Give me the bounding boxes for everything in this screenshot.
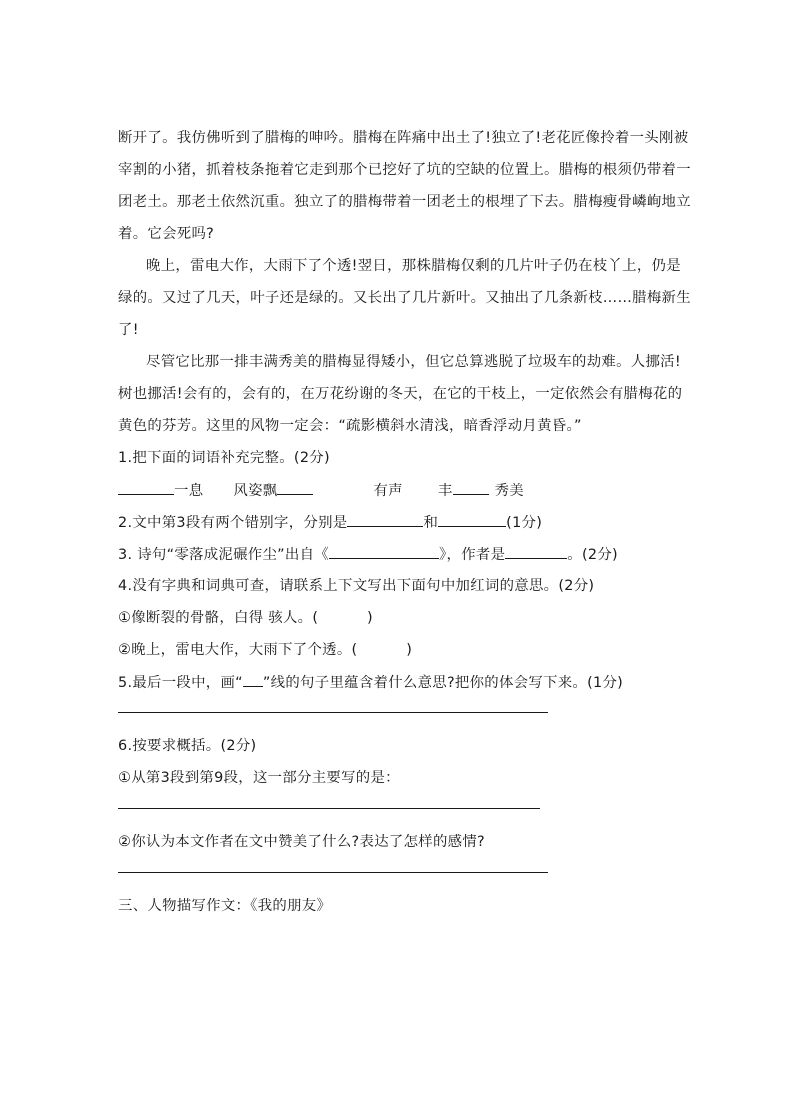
question-4-stem: 4.没有字典和词典可查，请联系上下文写出下面句中加红词的意思。(2分) bbox=[118, 578, 595, 594]
answer-line[interactable] bbox=[118, 712, 548, 713]
answer-blank[interactable] bbox=[329, 544, 439, 559]
answer-line[interactable] bbox=[118, 808, 540, 809]
q3-text-3: 。(2分) bbox=[567, 547, 618, 563]
q2-text-2: 和 bbox=[423, 515, 439, 531]
q3-text-1: 3. 诗句“零落成泥碾作尘”出自《 bbox=[118, 547, 330, 563]
question-3 bbox=[118, 544, 618, 565]
q5-text-2: ”线的句子里蕴含着什么意思?把你的体会写下来。(1分) bbox=[262, 675, 624, 691]
q1-item-4a: 丰 bbox=[437, 483, 453, 499]
answer-blank[interactable] bbox=[438, 512, 506, 527]
q1-item-2: 风姿飘 bbox=[233, 483, 278, 499]
passage-p3-line-1: 尽管它比那一排丰满秀美的腊梅显得矮小，但它总算逃脱了垃圾车的劫难。人挪活! bbox=[146, 354, 681, 370]
q1-item-4b: 秀美 bbox=[494, 483, 524, 499]
answer-blank[interactable] bbox=[118, 480, 174, 495]
q2-text-1: 2.文中第3段有两个错别字，分别是 bbox=[118, 515, 348, 531]
answer-blank[interactable] bbox=[505, 544, 567, 559]
passage-p1-line-4: 着。它会死吗? bbox=[118, 226, 215, 242]
passage-p1-line-1: 断开了。我仿佛听到了腊梅的呻吟。腊梅在阵痛中出土了!独立了!老花匠像拎着一头刚被 bbox=[118, 130, 689, 146]
passage-p3-line-3: 黄色的芬芳。这里的风物一定会：“疏影横斜水清浅，暗香浮动月黄昏。” bbox=[118, 418, 582, 434]
question-4-item-1: ①像断裂的骨骼，白得 骇人。( ) bbox=[118, 610, 373, 626]
answer-blank[interactable] bbox=[347, 512, 423, 527]
q2-text-3: (1分) bbox=[506, 515, 543, 531]
question-2 bbox=[118, 512, 542, 533]
question-6-item-2: ②你认为本文作者在文中赞美了什么?表达了怎样的感情? bbox=[118, 834, 485, 850]
q3-text-2: 》，作者是 bbox=[439, 547, 506, 563]
passage-p1-line-2: 宰割的小猪，抓着枝条拖着它走到那个已挖好了坑的空缺的位置上。腊梅的根须仍带着一 bbox=[118, 162, 691, 178]
question-1-items bbox=[118, 480, 524, 501]
passage-p2-line-2: 绿的。又过了几天，叶子还是绿的。又长出了几片新叶。又抽出了几条新枝……腊梅新生 bbox=[118, 290, 691, 306]
question-6-item-1: ①从第3段到第9段，这一部分主要写的是： bbox=[118, 770, 400, 786]
underline-sample bbox=[243, 672, 263, 687]
section-3-title: 三、人物描写作文：《我的朋友》 bbox=[118, 898, 332, 914]
answer-blank[interactable] bbox=[453, 480, 489, 495]
passage-p1-line-3: 团老土。那老土依然沉重。独立了的腊梅带着一团老土的根埋了下去。腊梅瘦骨嶙峋地立 bbox=[118, 194, 691, 210]
q1-item-1: 一息 bbox=[174, 483, 204, 499]
q1-item-3: 有声 bbox=[373, 483, 403, 499]
question-1-stem: 1.把下面的词语补充完整。(2分) bbox=[118, 450, 330, 466]
passage-p3-line-2: 树也挪活!会有的，会有的，在万花纷谢的冬天，在它的干枝上，一定依然会有腊梅花的 bbox=[118, 386, 683, 402]
q5-text-1: 5.最后一段中，画“ bbox=[118, 675, 243, 691]
passage-p2-line-3: 了! bbox=[118, 322, 139, 338]
question-5 bbox=[118, 672, 623, 693]
answer-line[interactable] bbox=[118, 872, 548, 873]
question-4-item-2: ②晚上，雷电大作，大雨下了个透。( ) bbox=[118, 642, 413, 658]
question-6-stem: 6.按要求概括。(2分) bbox=[118, 738, 257, 754]
answer-blank[interactable] bbox=[277, 480, 313, 495]
passage-p2-line-1: 晚上，雷电大作，大雨下了个透!翌日，那株腊梅仅剩的几片叶子仍在枝丫上，仍是 bbox=[146, 258, 681, 274]
